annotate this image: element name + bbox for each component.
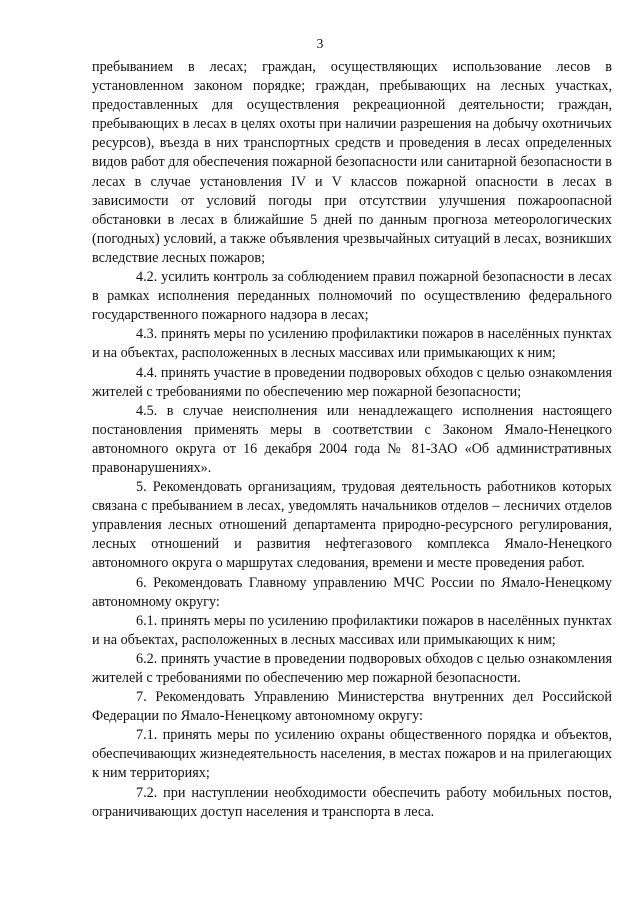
paragraph-6-2: 6.2. принять участие в проведении подворовых обходов с целью ознакомления жителей с требованиями по обеспечению мер пожарной безопасности. (92, 650, 612, 686)
document-body (92, 58, 612, 822)
paragraph-6-1: 6.1. принять меры по усилению профилактики пожаров в населённых пунктах и на объектах, расположенных в лесных массивах или примыкающих к ним; (92, 612, 612, 648)
page-number: 3 (316, 36, 324, 51)
paragraph-5: 5. Рекомендовать организациям, трудовая деятельность работников которых связана с пребыванием в лесах, уведомлять начальников отделов – лесничих отделов управления лесных отношений департамента природно-ресурсного регулирования, лесных отношений и развития нефтегазового комплекса Ямало-Ненецкого автономного округа о маршрутах следования, времени и месте проведения работ. (92, 479, 612, 572)
paragraph-4-4: 4.4. принять участие в проведении подворовых обходов с целью ознакомления жителей с требованиями по обеспечению мер пожарной безопасности; (92, 364, 612, 400)
paragraph-6: 6. Рекомендовать Главному управлению МЧС России по Ямало-Ненецкому автономному округу: (92, 574, 612, 610)
paragraph-7-2: 7.2. при наступлении необходимости обеспечить работу мобильных постов, ограничивающих доступ населения и транспорта в леса. (92, 784, 612, 820)
paragraph-continuation: пребыванием в лесах; граждан, осуществляющих использование лесов в установленном законом порядке; граждан, пребывающих на лесных участках, предоставленных для осуществления рекреационной деятельности; граждан, пребывающих в лесах в целях охоты при наличии разрешения на добычу охотничьих ресурсов), въезда в них транспортных средств и проведения в лесах определенных видов работ для обеспечения пожарной безопасности или санитарной безопасности в лесах в случае установления IV и V классов пожарной опасности в лесах в зависимости от условий погоды при отсутствии улучшения пожароопасной обстановки в лесах в ближайшие 5 дней по данным прогноза метеорологических (погодных) условий, а также объявления чрезвычайных ситуаций в лесах, возникших вследствие лесных пожаров; (92, 59, 612, 266)
paragraph-7: 7. Рекомендовать Управлению Министерства внутренних дел Российской Федерации по Ямало-Ненецкому автономному округу: (92, 689, 612, 725)
paragraph-4-3: 4.3. принять меры по усилению профилактики пожаров в населённых пунктах и на объектах, расположенных в лесных массивах или примыкающих к ним; (92, 326, 612, 362)
paragraph-4-5: 4.5. в случае неисполнения или ненадлежащего исполнения настоящего постановления применять меры в соответствии с Законом Ямало-Ненецкого автономного округа от 16 декабря 2004 года № 81-ЗАО «Об административных правонарушениях». (92, 402, 612, 476)
paragraph-7-1: 7.1. принять меры по усилению охраны общественного порядка и объектов, обеспечивающих жизнедеятельность населения, в местах пожаров и на прилегающих к ним территориях; (92, 727, 612, 782)
paragraph-4-2: 4.2. усилить контроль за соблюдением правил пожарной безопасности в лесах в рамках исполнения переданных полномочий по осуществлению федерального государственного пожарного надзора в лесах; (92, 269, 612, 324)
